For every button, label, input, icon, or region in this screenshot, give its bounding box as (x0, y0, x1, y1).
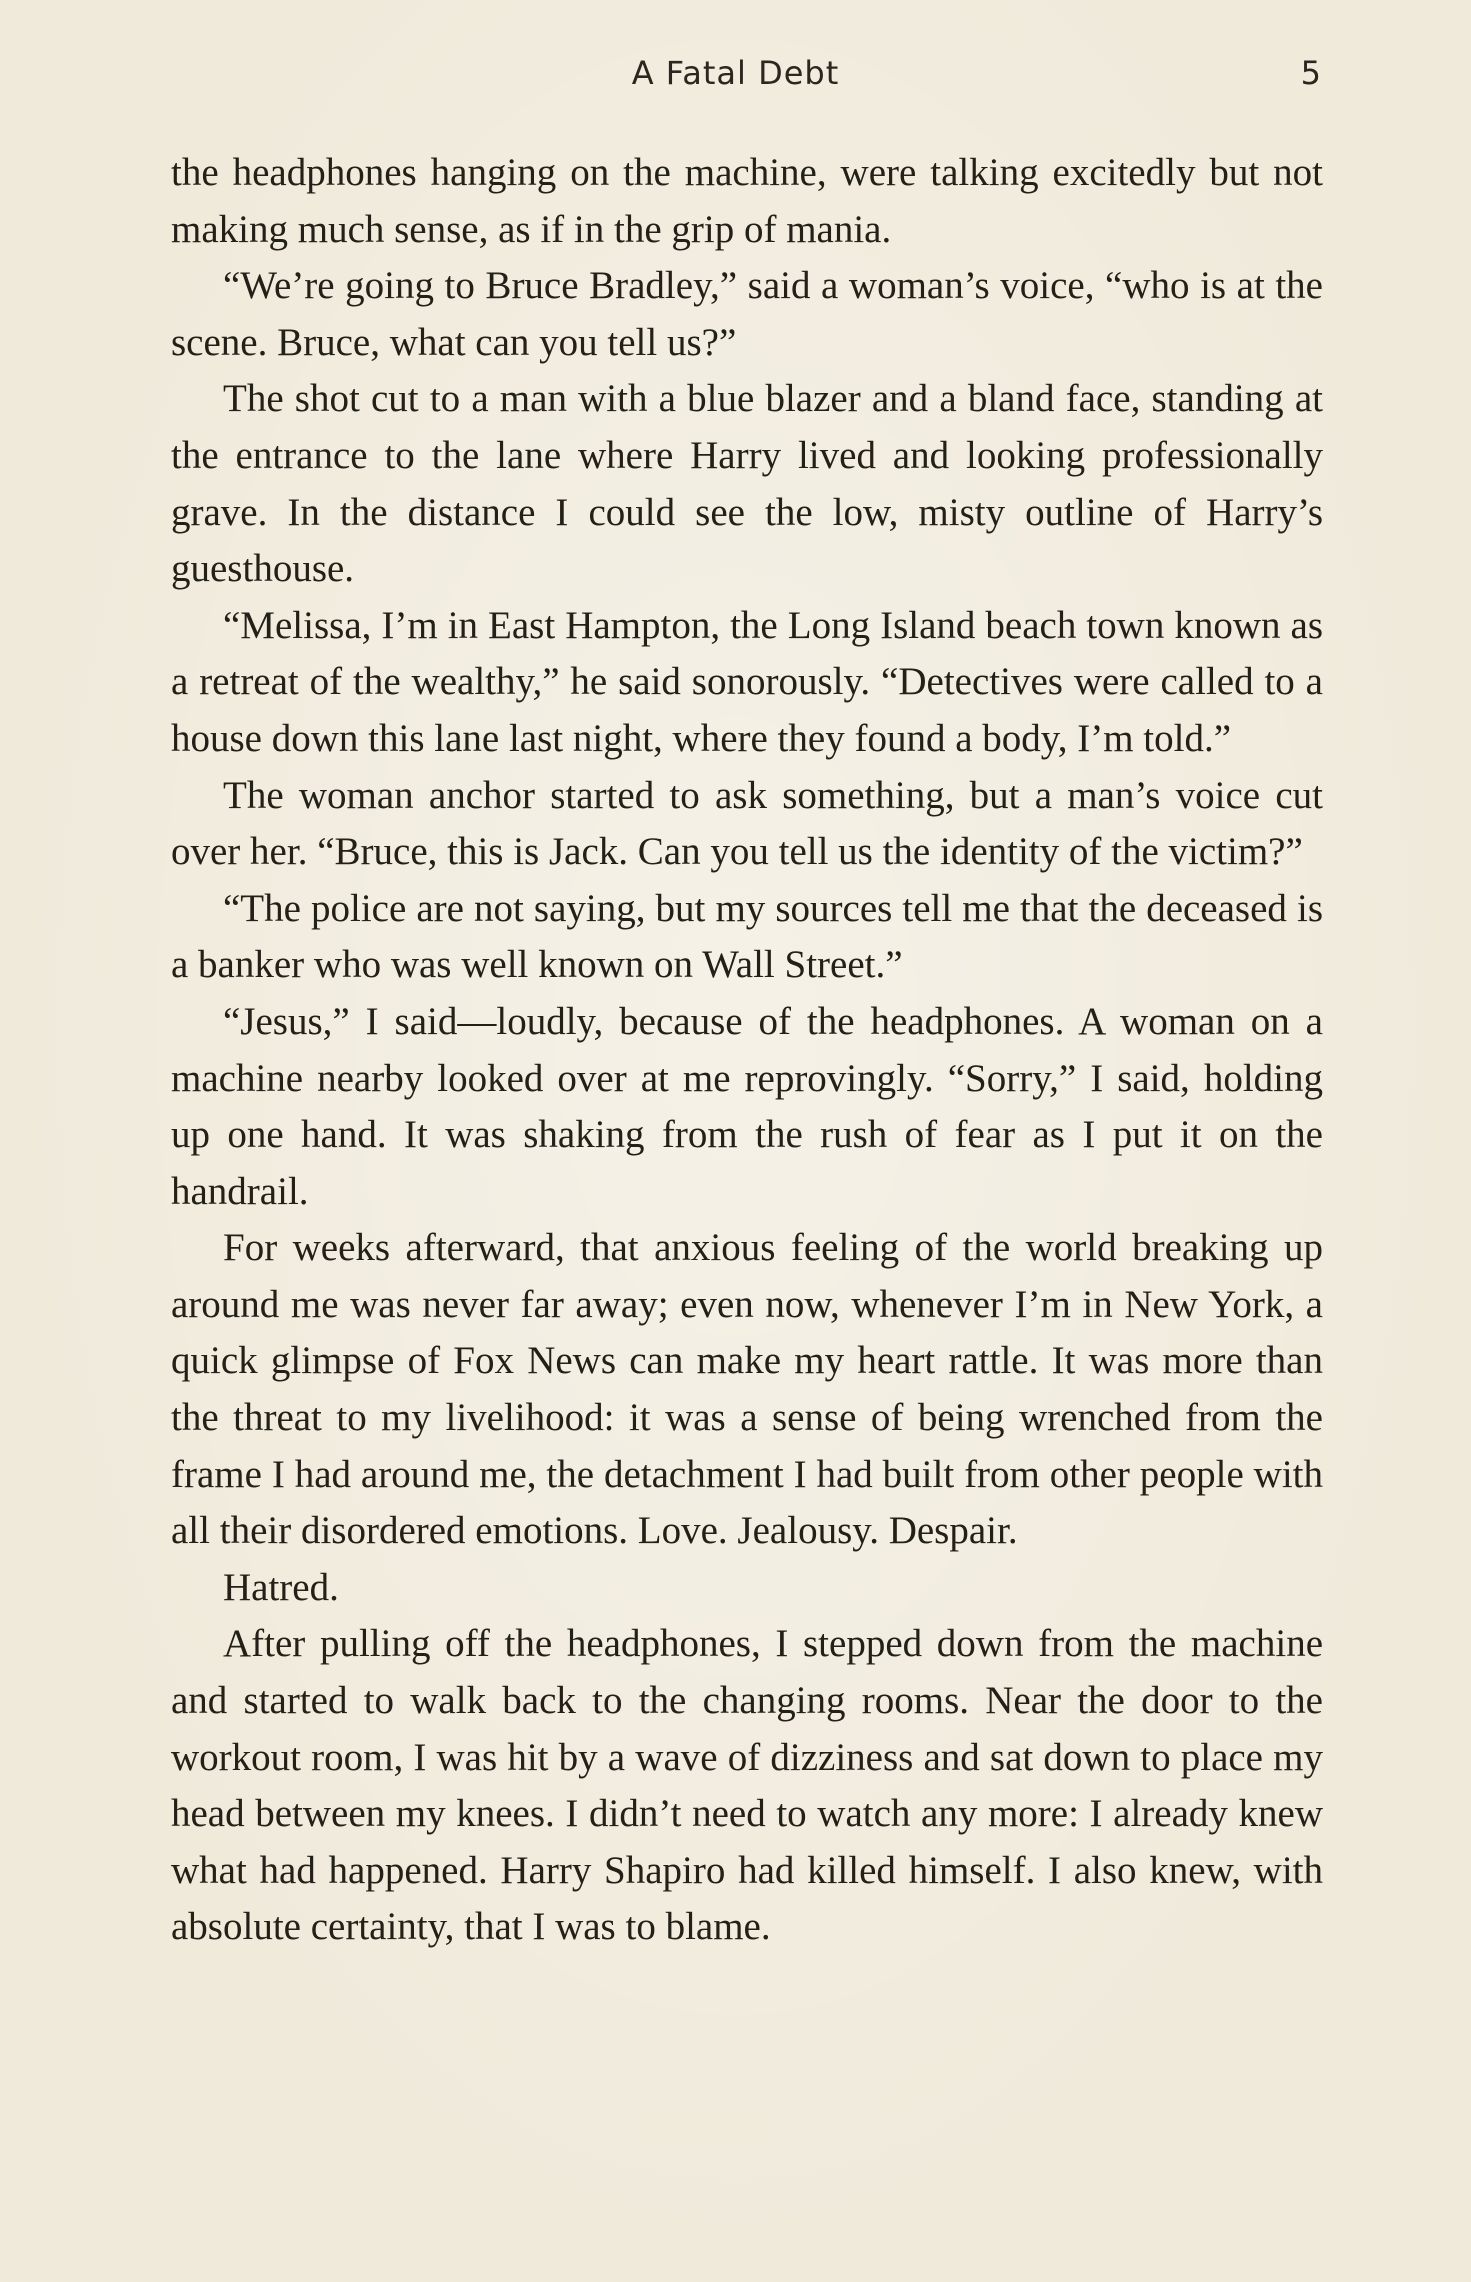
paragraph: “The police are not saying, but my sources tell me that the deceased is a banker who was well known on Wall Street.” (171, 886, 1323, 987)
page-number: 5 (1300, 54, 1321, 92)
body-text (171, 145, 1323, 1956)
paragraph: The woman anchor started to ask something, but a man’s voice cut over her. “Bruce, this is Jack. Can you tell us the identity of the victim?” (171, 773, 1323, 874)
running-head (0, 54, 1471, 102)
paragraph: After pulling off the headphones, I stepped down from the machine and started to walk back to the changing rooms. Near the door to the workout room, I was hit by a wave of dizziness and sat down to place my head between my knees. I didn’t need to watch any more: I already knew what had happened. Harry Shapiro had killed himself. I also knew, with absolute certainty, that I was to blame. (171, 1622, 1323, 1949)
paragraph: the headphones hanging on the machine, were talking excitedly but not making much sense, as if in the grip of mania. (171, 151, 1323, 251)
paragraph: “We’re going to Bruce Bradley,” said a woman’s voice, “who is at the scene. Bruce, what can you tell us?” (171, 264, 1323, 364)
running-title: A Fatal Debt (631, 54, 840, 92)
paragraph: The shot cut to a man with a blue blazer and a bland face, standing at the entrance to the lane where Harry lived and looking professionally grave. In the distance I could see the low, misty outline of Harry’s guesthouse. (171, 377, 1323, 591)
paragraph: Hatred. (223, 1565, 339, 1609)
paragraph: “Jesus,” I said—loudly, because of the headphones. A woman on a machine nearby looked over at me reprovingly. “Sorry,” I said, holding up one hand. It was shaking from the rush of fear as I put it on the handrail. (171, 999, 1323, 1213)
paragraph: For weeks afterward, that anxious feeling of the world breaking up around me was never far away; even now, whenever I’m in New York, a quick glimpse of Fox News can make my heart rattle. It was more than the threat to my livelihood: it was a sense of being wrenched from the frame I had around me, the detachment I had built from other people with all their disordered emotions. Love. Jealousy. Despair. (171, 1226, 1323, 1553)
paragraph: “Melissa, I’m in East Hampton, the Long Island beach town known as a retreat of the wealthy,” he said sonorously. “Detectives were called to a house down this lane last night, where they found a body, I’m told.” (171, 603, 1323, 760)
